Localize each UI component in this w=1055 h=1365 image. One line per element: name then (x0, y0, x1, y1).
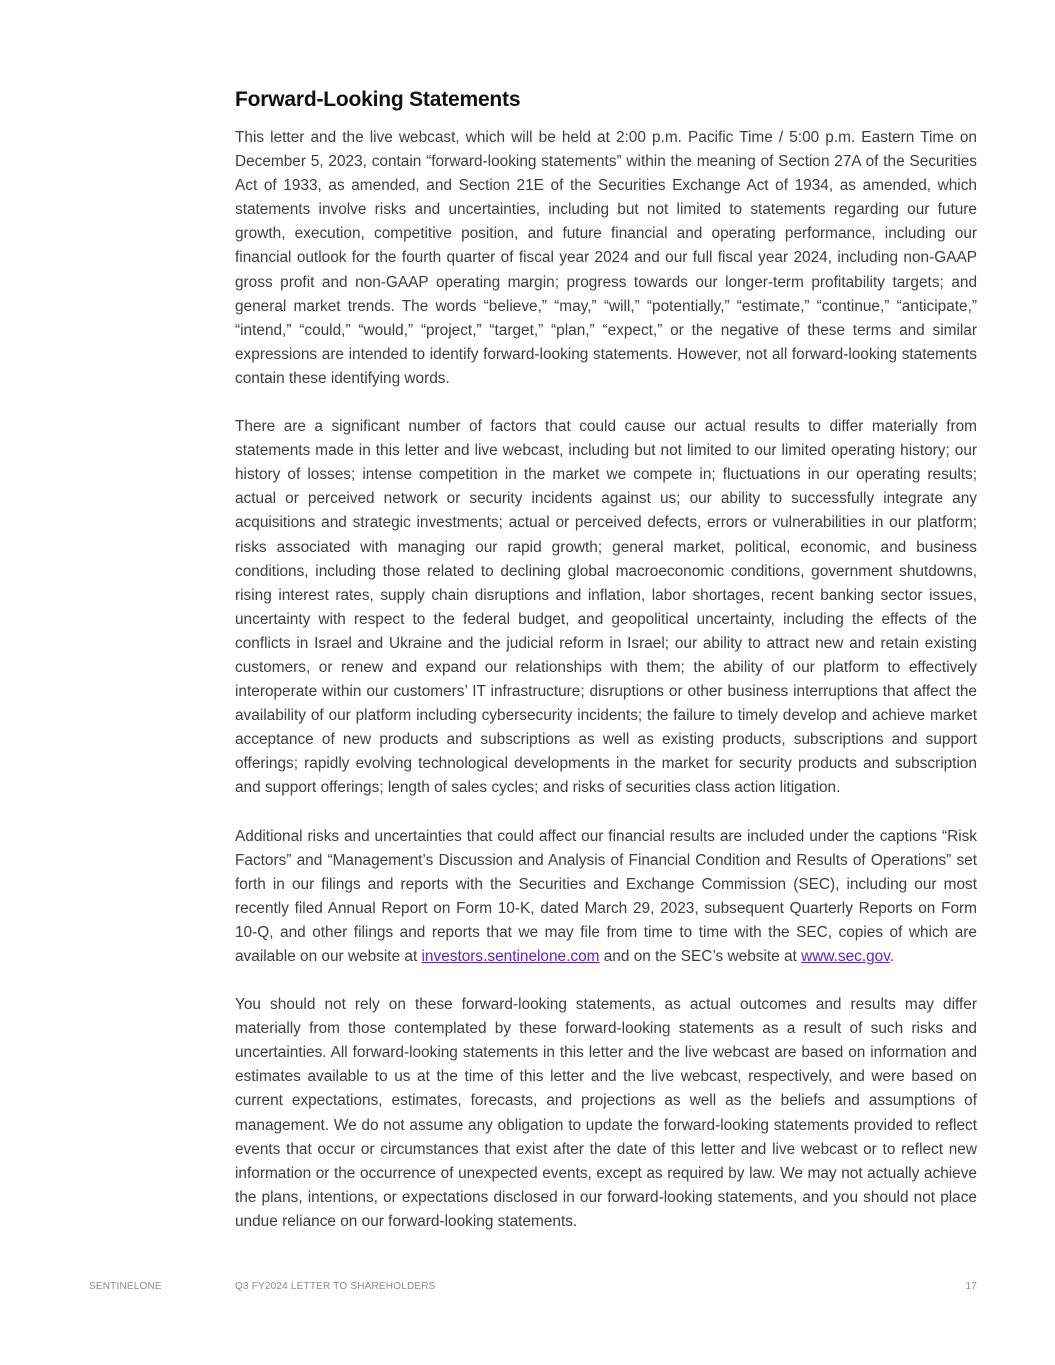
sec-website-link[interactable]: www.sec.gov (801, 948, 890, 965)
paragraph-risk-factors: There are a significant number of factors that could cause our actual results to differ materially from statements made in this letter and live webcast, including but not limited to our limited operating history; our history of losses; intense competition in the market we compete in; fluctuations in our operating results; actual or perceived network or security incidents against us; our ability to successfully integrate any acquisitions and strategic investments; actual or perceived defects, errors or vulnerabilities in our platform; risks associated with managing our rapid growth; general market, political, economic, and business conditions, including those related to declining global macroeconomic conditions, government shutdowns, rising interest rates, supply chain disruptions and inflation, labor shortages, recent banking sector issues, uncertainty with respect to the federal budget, and geopolitical uncertainty, including the effects of the conflicts in Israel and Ukraine and the judicial reform in Israel; our ability to attract new and retain existing customers, or renew and expand our relationships with them; the ability of our platform to effectively interoperate within our customers’ IT infrastructure; disruptions or other business interruptions that affect the availability of our platform including cybersecurity incidents; the failure to timely develop and achieve market acceptance of new products and subscriptions as well as existing products, subscriptions and support offerings; rapidly evolving technological developments in the market for security products and subscription and support offerings; length of sales cycles; and risks of securities class action litigation. (235, 418, 977, 797)
paragraph-reliance-disclaimer: You should not rely on these forward-looking statements, as actual outcomes and results may differ materially from those contemplated by these forward-looking statements as a result of such risks and uncertainties. All forward-looking statements in this letter and the live webcast are based on information and estimates available to us at the time of this letter and the live webcast, respectively, and were based on current expectations, estimates, forecasts, and projections as well as the beliefs and assumptions of management. We do not assume any obligation to update the forward-looking statements provided to reflect events that occur or circumstances that exist after the date of this letter and live webcast or to reflect new information or the occurrence of unexpected events, except as required by law. We may not actually achieve the plans, intentions, or expectations disclosed in our forward-looking statements, and you should not place undue reliance on our forward-looking statements. (235, 996, 977, 1230)
footer-page-number: 17 (965, 1281, 977, 1292)
footer-document-title: Q3 FY2024 LETTER TO SHAREHOLDERS (235, 1281, 436, 1292)
paragraph-additional-risks-text: Additional risks and uncertainties that could affect our financial results are included under the captions “Risk Factors” and “Management’s Discussion and Analysis of Financial Condition and Results of Operations” set forth in our filings and reports with the Securities and Exchange Commission (SEC), including our most recently filed Annual Report on Form 10-K, dated March 29, 2023, subsequent Quarterly Reports on Form 10-Q, and other filings and reports that we may file from time to time with the SEC, copies of which are available on our website at (235, 827, 977, 965)
footer-brand: SENTINELONE (89, 1281, 162, 1292)
paragraph-additional-risks-middle: and on the SEC’s website at (599, 948, 802, 965)
paragraph-forward-looking-intro: This letter and the live webcast, which will be held at 2:00 p.m. Pacific Time / 5:00 p.m. Eastern Time on December 5, 2023, contain “forward-looking statements” within the meaning of Section 27A of the Securities Act of 1933, as amended, and Section 21E of the Securities Exchange Act of 1934, as amended, which statements involve risks and uncertainties, including but not limited to statements regarding our future growth, execution, competitive position, and future financial and operating performance, including our financial outlook for the fourth quarter of fiscal year 2024 and our full fiscal year 2024, including non-GAAP gross profit and non-GAAP operating margin; progress towards our longer-term profitability targets; and general market trends. The words “believe,” “may,” “will,” “potentially,” “estimate,” “continue,” “anticipate,” “intend,” “could,” “would,” “project,” “target,” “plan,” “expect,” or the negative of these terms and similar expressions are intended to identify forward-looking statements. However, not all forward-looking statements contain these identifying words. (235, 129, 977, 387)
paragraph-additional-risks-end: . (889, 948, 895, 965)
paragraph-additional-risks (235, 825, 977, 970)
section-heading: Forward-Looking Statements (235, 88, 521, 111)
document-body (235, 88, 977, 1258)
investors-website-link[interactable]: investors.sentinelone.com (421, 948, 600, 965)
